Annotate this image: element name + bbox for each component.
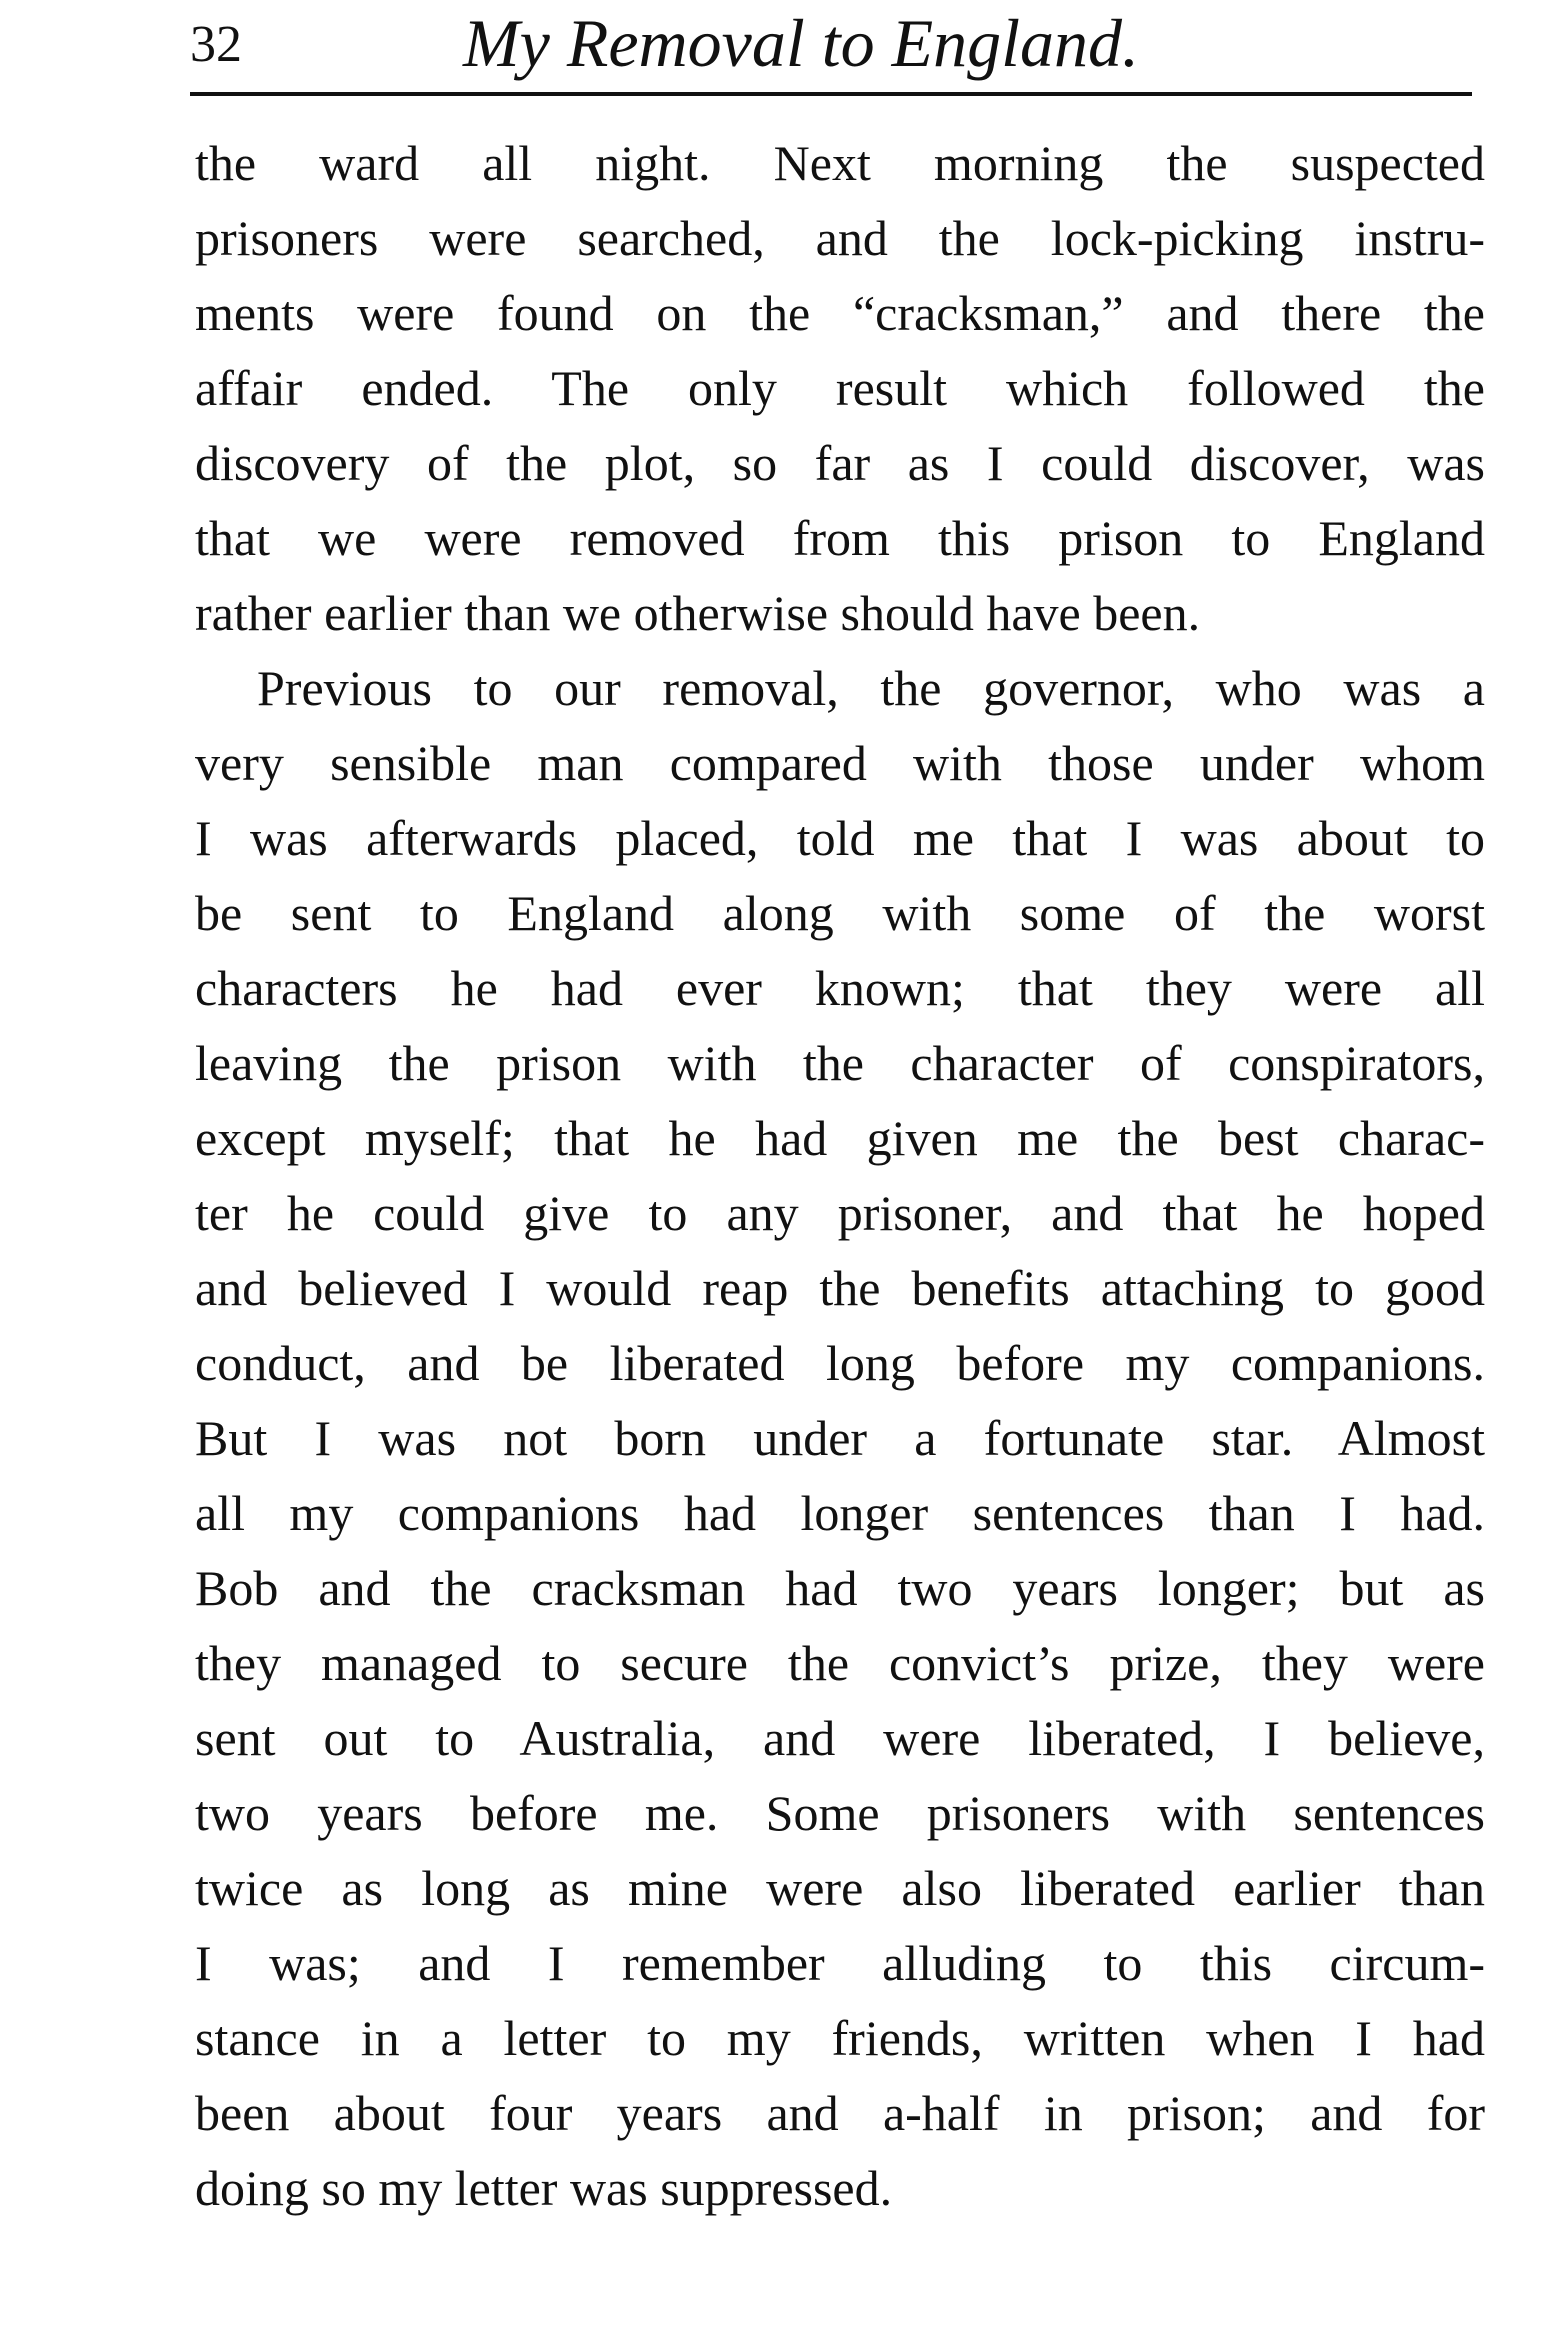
text-line: they managed to secure the convict’s prize, they were <box>195 1635 1485 1691</box>
text-line: that we were removed from this prison to England <box>195 510 1485 566</box>
text-line: I was afterwards placed, told me that I was about to <box>195 810 1485 866</box>
text-line: except myself; that he had given me the best charac- <box>195 1110 1485 1166</box>
text-line: Previous to our removal, the governor, who was a <box>257 660 1485 716</box>
text-line: been about four years and a-half in prison; and for <box>195 2085 1485 2141</box>
text-line: ments were found on the “cracksman,” and there the <box>195 285 1485 341</box>
page-header <box>190 6 1470 96</box>
paragraph-1 <box>195 126 1485 651</box>
text-line: discovery of the plot, so far as I could discover, was <box>195 435 1485 491</box>
text-line: be sent to England along with some of the worst <box>195 885 1485 941</box>
page-number: 32 <box>190 16 242 73</box>
text-line: two years before me. Some prisoners with sentences <box>195 1785 1485 1841</box>
text-line: affair ended. The only result which followed the <box>195 360 1485 416</box>
text-line: sent out to Australia, and were liberated, I believe, <box>195 1710 1485 1766</box>
text-line: But I was not born under a fortunate star. Almost <box>195 1410 1485 1466</box>
text-line: very sensible man compared with those under whom <box>195 735 1485 791</box>
text-line: and believed I would reap the benefits attaching to good <box>195 1260 1485 1316</box>
running-title: My Removal to England. <box>463 5 1140 81</box>
text-line: characters he had ever known; that they were all <box>195 960 1485 1016</box>
header-rule <box>190 92 1472 96</box>
text-line: doing so my letter was suppressed. <box>195 2160 893 2216</box>
text-line: twice as long as mine were also liberated earlier than <box>195 1860 1485 1916</box>
text-line: Bob and the cracksman had two years longer; but as <box>195 1560 1485 1616</box>
text-line: all my companions had longer sentences than I had. <box>195 1485 1485 1541</box>
text-line: conduct, and be liberated long before my companions. <box>195 1335 1485 1391</box>
text-line: rather earlier than we otherwise should have been. <box>195 585 1201 641</box>
text-line: leaving the prison with the character of conspirators, <box>195 1035 1485 1091</box>
text-line: ter he could give to any prisoner, and that he hoped <box>195 1185 1485 1241</box>
text-line: the ward all night. Next morning the suspected <box>195 135 1485 191</box>
text-line: prisoners were searched, and the lock-picking instru- <box>195 210 1485 266</box>
text-line: stance in a letter to my friends, written when I had <box>195 2010 1485 2066</box>
paragraph-2 <box>195 651 1485 2226</box>
text-line: I was; and I remember alluding to this circum- <box>195 1935 1485 1991</box>
body-text <box>195 126 1485 2226</box>
